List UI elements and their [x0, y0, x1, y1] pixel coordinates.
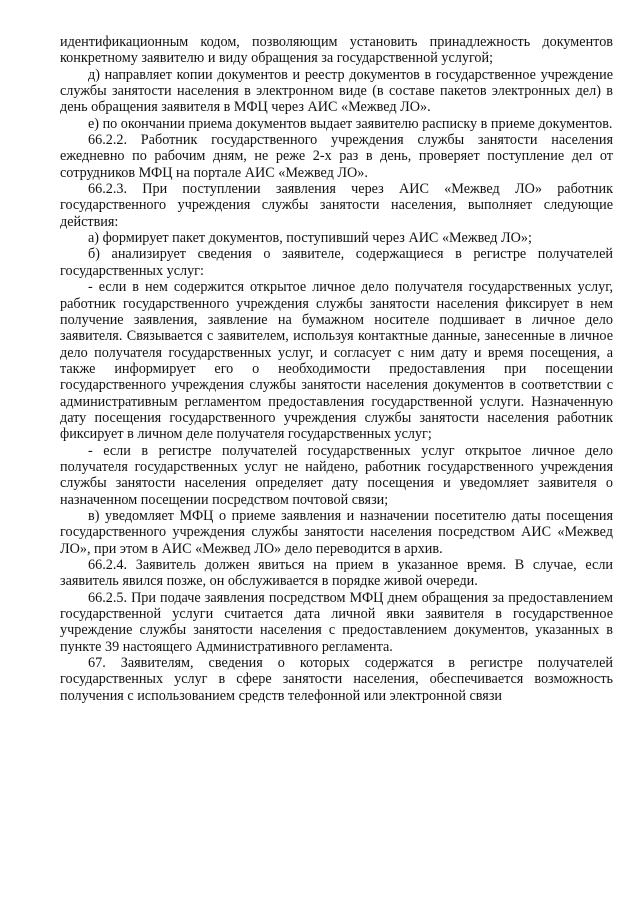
- paragraph-item-d: д) направляет копии документов и реестр документов в государственное учреждение службы занятости населения в электронном виде (в составе пакетов электронных дел) в день обращения заявителя в МФЦ через АИС «Межвед ЛО».: [60, 66, 613, 116]
- paragraph-item-b: б) анализирует сведения о заявителе, содержащиеся в регистре получателей государственных услуг:: [60, 246, 613, 279]
- paragraph-item-v: в) уведомляет МФЦ о приеме заявления и назначении посетителю даты посещения государственного учреждения службы занятости населения посредством АИС «Межвед ЛО», при этом в АИС «Межвед ЛО» дело переводится в архив.: [60, 507, 613, 557]
- paragraph-66-2-4: 66.2.4. Заявитель должен явиться на прием в указанное время. В случае, если заявитель явился позже, он обслуживается в порядке живой очереди.: [60, 557, 613, 590]
- paragraph-dash-no-case: - если в регистре получателей государственных услуг открытое личное дело получателя государственных услуг не найдено, работник государственного учреждения службы занятости населения определяет дату посещения и уведомляет заявителя о назначенном посещении посредством почтовой связи;: [60, 442, 613, 508]
- paragraph-item-a: а) формирует пакет документов, поступивший через АИС «Межвед ЛО»;: [88, 230, 532, 247]
- document-body: [60, 34, 613, 704]
- paragraph-66-2-5: 66.2.5. При подаче заявления посредством МФЦ днем обращения за предоставлением государственной услуги считается дата личной явки заявителя в государственное учреждение службы занятости населения с предоставлением документов, указанных в пункте 39 настоящего Административного регламента.: [60, 589, 613, 655]
- paragraph-item-e: е) по окончании приема документов выдает заявителю расписку в приеме документов.: [88, 115, 613, 132]
- paragraph-continuation: идентификационным кодом, позволяющим установить принадлежность документов конкретному заявителю и виду обращения за государственной услугой;: [60, 34, 613, 67]
- paragraph-66-2-2: 66.2.2. Работник государственного учреждения службы занятости населения ежедневно по рабочим дням, не реже 2-х раз в день, проверяет поступление дел от сотрудников МФЦ на портале АИС «Межвед ЛО».: [60, 132, 613, 181]
- paragraph-67: 67. Заявителям, сведения о которых содержатся в регистре получателей государственных услуг в сфере занятости населения, обеспечивается возможность получения с использованием средств телефонной или электронной связи: [60, 655, 613, 704]
- paragraph-dash-open-case: - если в нем содержится открытое личное дело получателя государственных услуг, работник государственного учреждения службы занятости населения фиксирует в нем получение заявления, заявление на бумажном носителе подшивает в личное дело заявителя. Связывается с заявителем, используя контактные данные, занесенные в личное дело получателя государственных услуг, и согласует с ним дату и время посещения, а также информирует его о необходимости предоставления при посещении государственного учреждения службы занятости населения документов в соответствии с административным регламентом предоставления государственной услуги. Назначенную дату посещения государственного учреждения службы занятости населения работник фиксирует в личном деле получателя государственных услуг;: [60, 279, 613, 443]
- paragraph-66-2-3: 66.2.3. При поступлении заявления через АИС «Межвед ЛО» работник государственного учреждения службы занятости населения, выполняет следующие действия:: [60, 181, 613, 230]
